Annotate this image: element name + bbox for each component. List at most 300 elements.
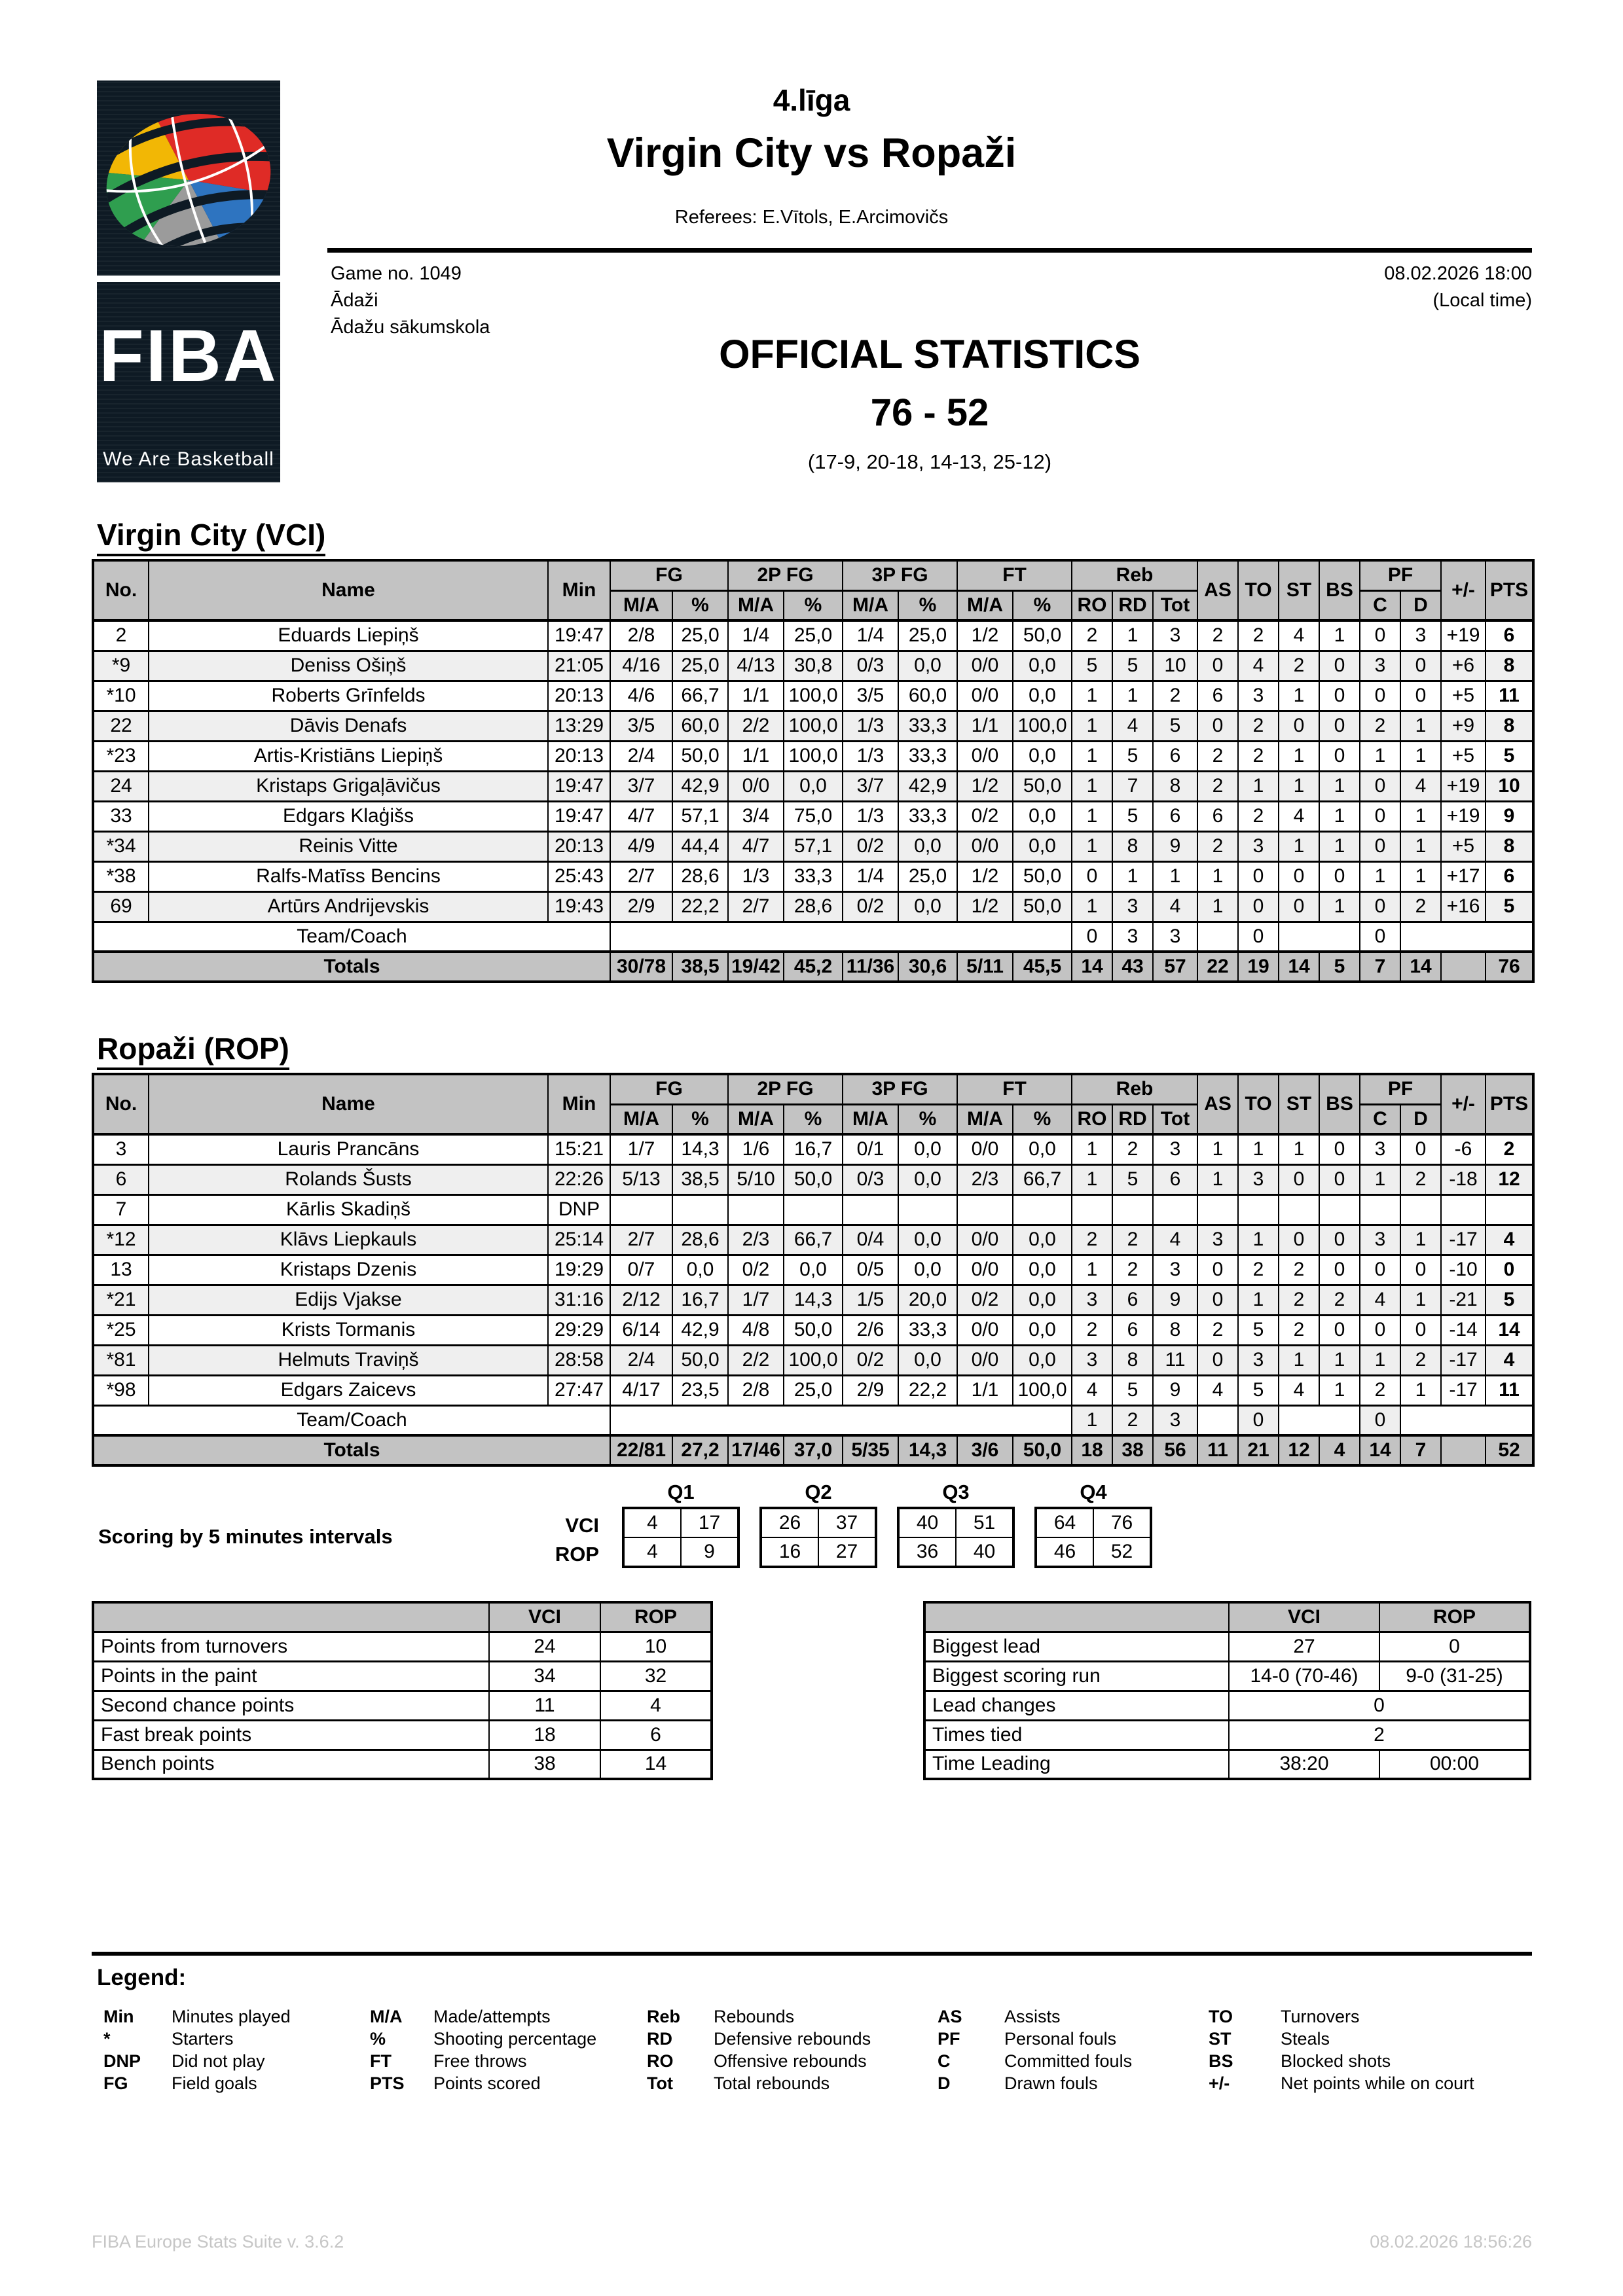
col-header-pct: % — [898, 590, 957, 620]
player-row — [93, 1225, 1533, 1255]
legend-abbr: Min — [103, 2007, 134, 2026]
player-row — [93, 620, 1533, 651]
player-pts-cell: 12 — [1486, 1164, 1533, 1194]
player-fg_ma-cell: 2/7 — [610, 1225, 672, 1255]
player-pts-cell: 10 — [1486, 771, 1533, 801]
player-fg_pct-cell: 28,6 — [672, 861, 728, 891]
col-header-ma: M/A — [843, 590, 898, 620]
player-p3_pct-cell: 0,0 — [898, 1345, 957, 1375]
player-ft_ma-cell: 0/0 — [957, 1345, 1013, 1375]
player-d-cell: 0 — [1400, 1255, 1441, 1285]
player-p2_pct-cell: 25,0 — [784, 620, 843, 651]
quarter-label-q4: Q4 — [1080, 1480, 1107, 1503]
player-row — [93, 681, 1533, 711]
legend-abbr: C — [938, 2051, 951, 2071]
col-header-ro: RO — [1072, 590, 1112, 620]
legend-column — [647, 2005, 871, 2094]
summary_right-table — [923, 1601, 1531, 1780]
player-p3_ma-cell — [843, 1194, 898, 1225]
player-bs-cell: 0 — [1319, 1315, 1360, 1345]
player-to-cell: 0 — [1238, 891, 1279, 922]
player-st-cell: 1 — [1279, 771, 1319, 801]
player-p2_pct-cell: 100,0 — [784, 1345, 843, 1375]
player-p2_ma-cell: 2/7 — [728, 891, 784, 922]
player-tot-cell: 3 — [1153, 620, 1197, 651]
summary-merged-value: 2 — [1229, 1720, 1530, 1749]
quarter-score-cell: 36 — [898, 1537, 956, 1567]
player-p3_pct-cell: 0,0 — [898, 1164, 957, 1194]
totals-as-cell: 11 — [1197, 1435, 1238, 1465]
totals-d-cell: 7 — [1400, 1435, 1441, 1465]
player-ft_ma-cell: 0/0 — [957, 1315, 1013, 1345]
document-title: OFFICIAL STATISTICS — [719, 332, 1140, 376]
team-tot-cell: 3 — [1153, 1405, 1197, 1435]
legend-abbr: RD — [647, 2029, 672, 2049]
player-ft_ma-cell: 1/2 — [957, 771, 1013, 801]
legend-column — [938, 2005, 1132, 2094]
player-to-cell: 2 — [1238, 801, 1279, 831]
quarter-score-cell: 9 — [681, 1537, 739, 1567]
col-header-pct: % — [1013, 590, 1072, 620]
player-d-cell: 1 — [1400, 801, 1441, 831]
player-as-cell: 1 — [1197, 1164, 1238, 1194]
legend-abbr: M/A — [370, 2007, 403, 2026]
player-p2_ma-cell: 1/1 — [728, 681, 784, 711]
player-min-cell: 19:47 — [548, 801, 610, 831]
totals-p3_ma-cell: 11/36 — [843, 952, 898, 982]
col-group-ft: FT — [957, 560, 1072, 590]
player-tot-cell — [1153, 1194, 1197, 1225]
col-header-tot: Tot — [1153, 1104, 1197, 1134]
player-d-cell: 0 — [1400, 1134, 1441, 1164]
legend-abbr: TO — [1209, 2007, 1233, 2026]
player-p3_pct-cell: 0,0 — [898, 1134, 957, 1164]
player-min-cell: 19:43 — [548, 891, 610, 922]
player-p2_pct-cell: 16,7 — [784, 1134, 843, 1164]
legend-item — [647, 2005, 871, 2028]
col-header-c: C — [1360, 1104, 1400, 1134]
player-pts-cell: 5 — [1486, 891, 1533, 922]
legend-desc: Made/attempts — [433, 2007, 551, 2026]
player-fg_ma-cell: 3/7 — [610, 771, 672, 801]
player-fg_pct-cell: 60,0 — [672, 711, 728, 741]
player-ft_ma-cell: 1/2 — [957, 620, 1013, 651]
player-bs-cell: 1 — [1319, 771, 1360, 801]
player-p3_pct-cell: 33,3 — [898, 741, 957, 771]
legend-desc: Steals — [1281, 2029, 1330, 2049]
player-fg_ma-cell: 2/9 — [610, 891, 672, 922]
player-p2_ma-cell: 5/10 — [728, 1164, 784, 1194]
player-c-cell: 0 — [1360, 681, 1400, 711]
player-fg_ma-cell: 1/7 — [610, 1134, 672, 1164]
totals-ro-cell: 14 — [1072, 952, 1112, 982]
player-c-cell — [1360, 1194, 1400, 1225]
player-fg_ma-cell: 4/17 — [610, 1375, 672, 1405]
legend-desc: Field goals — [172, 2073, 257, 2093]
player-row — [93, 1255, 1533, 1285]
fiba-wordmark: FIBA — [99, 315, 278, 397]
player-st-cell: 2 — [1279, 1315, 1319, 1345]
player-ft_ma-cell: 0/0 — [957, 651, 1013, 681]
totals-c-cell: 14 — [1360, 1435, 1400, 1465]
legend-abbr: D — [938, 2073, 951, 2093]
col-header-no: No. — [93, 560, 149, 620]
player-pm-cell: +5 — [1441, 831, 1486, 861]
player-d-cell: 0 — [1400, 681, 1441, 711]
player-min-cell: 28:58 — [548, 1345, 610, 1375]
player-st-cell: 0 — [1279, 891, 1319, 922]
player-no-cell: *81 — [93, 1345, 149, 1375]
player-fg_ma-cell: 4/16 — [610, 651, 672, 681]
player-c-cell: 4 — [1360, 1285, 1400, 1315]
player-fg_pct-cell: 22,2 — [672, 891, 728, 922]
legend-column — [1209, 2005, 1474, 2094]
player-as-cell: 2 — [1197, 771, 1238, 801]
player-st-cell: 2 — [1279, 651, 1319, 681]
player-p2_ma-cell: 2/2 — [728, 711, 784, 741]
quarter-score-table — [1034, 1507, 1152, 1568]
totals-fg_pct-cell: 38,5 — [672, 952, 728, 982]
player-as-cell: 1 — [1197, 891, 1238, 922]
player-ro-cell: 1 — [1072, 801, 1112, 831]
player-pm-cell: -17 — [1441, 1345, 1486, 1375]
player-rd-cell: 5 — [1112, 741, 1153, 771]
player-min-cell: 29:29 — [548, 1315, 610, 1345]
quarter-score-cell: 76 — [1093, 1508, 1151, 1537]
player-d-cell: 0 — [1400, 1315, 1441, 1345]
totals-fg_pct-cell: 27,2 — [672, 1435, 728, 1465]
scoring-team-label-vci: VCI — [565, 1514, 599, 1537]
summary-row — [924, 1720, 1530, 1749]
player-bs-cell: 1 — [1319, 801, 1360, 831]
totals-to-cell: 21 — [1238, 1435, 1279, 1465]
player-st-cell: 4 — [1279, 1375, 1319, 1405]
player-fg_pct-cell: 42,9 — [672, 1315, 728, 1345]
player-no-cell: *98 — [93, 1375, 149, 1405]
player-pts-cell: 8 — [1486, 831, 1533, 861]
player-ft_ma-cell: 0/0 — [957, 1225, 1013, 1255]
team-end-blank — [1400, 1405, 1533, 1435]
player-no-cell: 6 — [93, 1164, 149, 1194]
player-c-cell: 3 — [1360, 1225, 1400, 1255]
totals-bs-cell: 4 — [1319, 1435, 1360, 1465]
player-ft_pct-cell: 0,0 — [1013, 1285, 1072, 1315]
quarter-label-q3: Q3 — [942, 1480, 970, 1503]
scoring-team-label-rop: ROP — [555, 1543, 599, 1566]
legend-item — [370, 2028, 596, 2050]
player-c-cell: 1 — [1360, 741, 1400, 771]
legend-abbr: RO — [647, 2051, 674, 2071]
player-p2_pct-cell: 100,0 — [784, 681, 843, 711]
summary-vci-value: 14-0 (70-46) — [1229, 1661, 1379, 1691]
player-ro-cell: 2 — [1072, 1225, 1112, 1255]
player-to-cell — [1238, 1194, 1279, 1225]
player-rd-cell: 5 — [1112, 801, 1153, 831]
player-bs-cell: 1 — [1319, 1375, 1360, 1405]
summary_left-header-rop: ROP — [600, 1602, 712, 1632]
player-fg_pct-cell: 38,5 — [672, 1164, 728, 1194]
team-ro-cell: 1 — [1072, 1405, 1112, 1435]
player-st-cell: 1 — [1279, 1134, 1319, 1164]
player-min-cell: 22:26 — [548, 1164, 610, 1194]
player-pts-cell: 11 — [1486, 681, 1533, 711]
player-p3_ma-cell: 2/9 — [843, 1375, 898, 1405]
player-no-cell: 13 — [93, 1255, 149, 1285]
totals-p3_pct-cell: 14,3 — [898, 1435, 957, 1465]
summary-table-right — [923, 1601, 1531, 1780]
player-tot-cell: 5 — [1153, 711, 1197, 741]
col-group-ft: FT — [957, 1074, 1072, 1104]
player-tot-cell: 9 — [1153, 1285, 1197, 1315]
player-st-cell: 0 — [1279, 1225, 1319, 1255]
summary-row-label: Points from turnovers — [93, 1632, 489, 1661]
player-p2_pct-cell: 75,0 — [784, 801, 843, 831]
player-ft_pct-cell: 100,0 — [1013, 711, 1072, 741]
player-bs-cell: 0 — [1319, 1134, 1360, 1164]
player-pts-cell: 4 — [1486, 1345, 1533, 1375]
legend-item — [103, 2072, 291, 2094]
totals-d-cell: 14 — [1400, 952, 1441, 982]
quarter-score-box-q3 — [897, 1507, 1015, 1568]
stats-header-group-row — [93, 1074, 1533, 1104]
totals-pts-cell: 52 — [1486, 1435, 1533, 1465]
totals-as-cell: 22 — [1197, 952, 1238, 982]
summary_left-header-row — [93, 1602, 712, 1632]
player-bs-cell: 1 — [1319, 891, 1360, 922]
player-min-cell: 20:13 — [548, 681, 610, 711]
player-min-cell: 25:14 — [548, 1225, 610, 1255]
col-header-plusminus: +/- — [1441, 560, 1486, 620]
quarter-score-cell: 46 — [1036, 1537, 1093, 1567]
player-ft_ma-cell: 0/0 — [957, 1134, 1013, 1164]
player-name-cell: Kārlis Skadiņš — [149, 1194, 548, 1225]
totals-ft_ma-cell: 3/6 — [957, 1435, 1013, 1465]
player-d-cell: 4 — [1400, 771, 1441, 801]
player-ft_pct-cell: 0,0 — [1013, 1255, 1072, 1285]
totals-c-cell: 7 — [1360, 952, 1400, 982]
summary-rop-value: 00:00 — [1379, 1749, 1530, 1779]
team-c-cell: 0 — [1360, 922, 1400, 952]
player-ft_pct-cell: 50,0 — [1013, 891, 1072, 922]
player-p3_ma-cell: 1/3 — [843, 741, 898, 771]
player-fg_pct-cell: 14,3 — [672, 1134, 728, 1164]
player-as-cell: 0 — [1197, 1345, 1238, 1375]
player-fg_pct-cell: 42,9 — [672, 771, 728, 801]
player-ft_ma-cell: 1/1 — [957, 1375, 1013, 1405]
player-p2_ma-cell: 0/0 — [728, 771, 784, 801]
totals-to-cell: 19 — [1238, 952, 1279, 982]
player-name-cell: Eduards Liepiņš — [149, 620, 548, 651]
player-p3_ma-cell: 3/5 — [843, 681, 898, 711]
summary-row — [93, 1720, 712, 1749]
summary-row — [93, 1691, 712, 1720]
player-p2_pct-cell: 100,0 — [784, 741, 843, 771]
player-c-cell: 3 — [1360, 1134, 1400, 1164]
totals-row — [93, 952, 1533, 982]
player-p3_ma-cell: 0/1 — [843, 1134, 898, 1164]
final-score: 76 - 52 — [870, 391, 989, 434]
player-row — [93, 771, 1533, 801]
player-name-cell: Edijs Vjakse — [149, 1285, 548, 1315]
player-min-cell: 27:47 — [548, 1375, 610, 1405]
player-rd-cell: 1 — [1112, 620, 1153, 651]
legend-abbr: * — [103, 2029, 111, 2049]
legend-desc: Offensive rebounds — [714, 2051, 867, 2071]
player-no-cell: 24 — [93, 771, 149, 801]
player-c-cell: 2 — [1360, 711, 1400, 741]
col-header-st: ST — [1279, 560, 1319, 620]
player-pts-cell: 0 — [1486, 1255, 1533, 1285]
player-st-cell: 1 — [1279, 741, 1319, 771]
summary-rop-value: 32 — [600, 1661, 712, 1691]
player-to-cell: 5 — [1238, 1375, 1279, 1405]
team-c-cell: 0 — [1360, 1405, 1400, 1435]
quarter-score-row-rop — [761, 1537, 876, 1567]
player-rd-cell: 2 — [1112, 1255, 1153, 1285]
team-coach-blank — [610, 1405, 1072, 1435]
player-row — [93, 1285, 1533, 1315]
col-header-ma: M/A — [610, 590, 672, 620]
col-header-ma: M/A — [957, 590, 1013, 620]
player-d-cell: 0 — [1400, 651, 1441, 681]
player-to-cell: 2 — [1238, 741, 1279, 771]
totals-p3_ma-cell: 5/35 — [843, 1435, 898, 1465]
player-name-cell: Helmuts Traviņš — [149, 1345, 548, 1375]
col-group-3pfg: 3P FG — [843, 560, 957, 590]
summary_right-header-blank — [924, 1602, 1229, 1632]
legend-desc: Rebounds — [714, 2007, 795, 2026]
team-coach-row — [93, 1405, 1533, 1435]
player-name-cell: Edgars Zaicevs — [149, 1375, 548, 1405]
legend-desc: Assists — [1004, 2007, 1061, 2026]
totals-tot-cell: 56 — [1153, 1435, 1197, 1465]
player-ro-cell: 1 — [1072, 1134, 1112, 1164]
player-pts-cell: 11 — [1486, 1375, 1533, 1405]
player-p3_pct-cell: 25,0 — [898, 861, 957, 891]
player-p3_pct-cell: 0,0 — [898, 1255, 957, 1285]
player-ft_pct-cell: 0,0 — [1013, 1134, 1072, 1164]
quarter-score-box-q2 — [759, 1507, 877, 1568]
col-header-name: Name — [149, 560, 548, 620]
player-min-cell: 15:21 — [548, 1134, 610, 1164]
player-as-cell: 1 — [1197, 1134, 1238, 1164]
col-header-d: D — [1400, 1104, 1441, 1134]
summary-row-label: Fast break points — [93, 1720, 489, 1749]
player-fg_pct-cell: 66,7 — [672, 681, 728, 711]
player-p3_pct-cell: 0,0 — [898, 831, 957, 861]
player-c-cell: 0 — [1360, 1315, 1400, 1345]
summary_left-table — [92, 1601, 713, 1780]
player-row — [93, 831, 1533, 861]
player-st-cell: 1 — [1279, 681, 1319, 711]
player-bs-cell: 0 — [1319, 741, 1360, 771]
player-p3_ma-cell: 3/7 — [843, 771, 898, 801]
player-p2_ma-cell: 0/2 — [728, 1255, 784, 1285]
player-pts-cell: 5 — [1486, 1285, 1533, 1315]
player-row — [93, 861, 1533, 891]
totals-rd-cell: 43 — [1112, 952, 1153, 982]
player-to-cell: 1 — [1238, 1134, 1279, 1164]
legend-item — [938, 2050, 1132, 2072]
legend-abbr: BS — [1209, 2051, 1233, 2071]
player-tot-cell: 9 — [1153, 831, 1197, 861]
summary-row — [924, 1632, 1530, 1661]
player-st-cell — [1279, 1194, 1319, 1225]
player-min-cell: 21:05 — [548, 651, 610, 681]
col-header-d: D — [1400, 590, 1441, 620]
player-ft_pct-cell: 100,0 — [1013, 1375, 1072, 1405]
col-header-plusminus: +/- — [1441, 1074, 1486, 1134]
player-bs-cell: 2 — [1319, 1285, 1360, 1315]
player-as-cell: 2 — [1197, 620, 1238, 651]
col-group-reb: Reb — [1072, 1074, 1197, 1104]
player-tot-cell: 4 — [1153, 1225, 1197, 1255]
player-tot-cell: 10 — [1153, 651, 1197, 681]
legend-item — [370, 2072, 596, 2094]
footer-app-version: FIBA Europe Stats Suite v. 3.6.2 — [92, 2232, 344, 2251]
player-pts-cell: 8 — [1486, 651, 1533, 681]
player-row — [93, 1194, 1533, 1225]
player-ro-cell: 1 — [1072, 711, 1112, 741]
player-no-cell: 2 — [93, 620, 149, 651]
player-p3_ma-cell: 0/2 — [843, 891, 898, 922]
col-group-pf: PF — [1360, 1074, 1441, 1104]
quarter-score-row-vci — [898, 1508, 1013, 1537]
player-as-cell: 1 — [1197, 861, 1238, 891]
col-header-st: ST — [1279, 1074, 1319, 1134]
quarter-score-row-vci — [761, 1508, 876, 1537]
totals-st-cell: 14 — [1279, 952, 1319, 982]
player-fg_pct-cell: 50,0 — [672, 1345, 728, 1375]
col-header-pts: PTS — [1486, 560, 1533, 620]
player-d-cell: 1 — [1400, 861, 1441, 891]
player-row — [93, 1345, 1533, 1375]
player-p3_pct-cell: 20,0 — [898, 1285, 957, 1315]
player-p3_ma-cell: 0/3 — [843, 651, 898, 681]
quarter-score-cell: 52 — [1093, 1537, 1151, 1567]
player-p3_ma-cell: 2/6 — [843, 1315, 898, 1345]
quarter-score-cell: 16 — [761, 1537, 818, 1567]
summary_left-header-vci: VCI — [489, 1602, 600, 1632]
col-header-ma: M/A — [610, 1104, 672, 1134]
stats-header-group-row — [93, 560, 1533, 590]
quarter-score-cell: 37 — [818, 1508, 876, 1537]
player-ro-cell: 1 — [1072, 741, 1112, 771]
col-group-2pfg: 2P FG — [728, 1074, 843, 1104]
player-name-cell: Artūrs Andrijevskis — [149, 891, 548, 922]
quarter-score-cell: 27 — [818, 1537, 876, 1567]
summary-row — [924, 1749, 1530, 1779]
summary-row-label: Biggest lead — [924, 1632, 1229, 1661]
vci-stats-table-wrap — [92, 559, 1535, 983]
legend-desc: Drawn fouls — [1004, 2073, 1098, 2093]
col-header-min: Min — [548, 560, 610, 620]
player-ft_pct-cell: 50,0 — [1013, 771, 1072, 801]
player-c-cell: 0 — [1360, 771, 1400, 801]
totals-ft_pct-cell: 50,0 — [1013, 1435, 1072, 1465]
player-ft_ma-cell: 0/0 — [957, 831, 1013, 861]
player-name-cell: Klāvs Liepkauls — [149, 1225, 548, 1255]
player-name-cell: Artis-Kristiāns Liepiņš — [149, 741, 548, 771]
legend-item — [938, 2072, 1132, 2094]
player-name-cell: Edgars Klaģišs — [149, 801, 548, 831]
summary-row — [93, 1632, 712, 1661]
player-fg_ma-cell: 4/9 — [610, 831, 672, 861]
player-p2_ma-cell: 1/4 — [728, 620, 784, 651]
player-c-cell: 1 — [1360, 1164, 1400, 1194]
team-to-cell: 0 — [1238, 922, 1279, 952]
legend-desc: Minutes played — [172, 2007, 291, 2026]
